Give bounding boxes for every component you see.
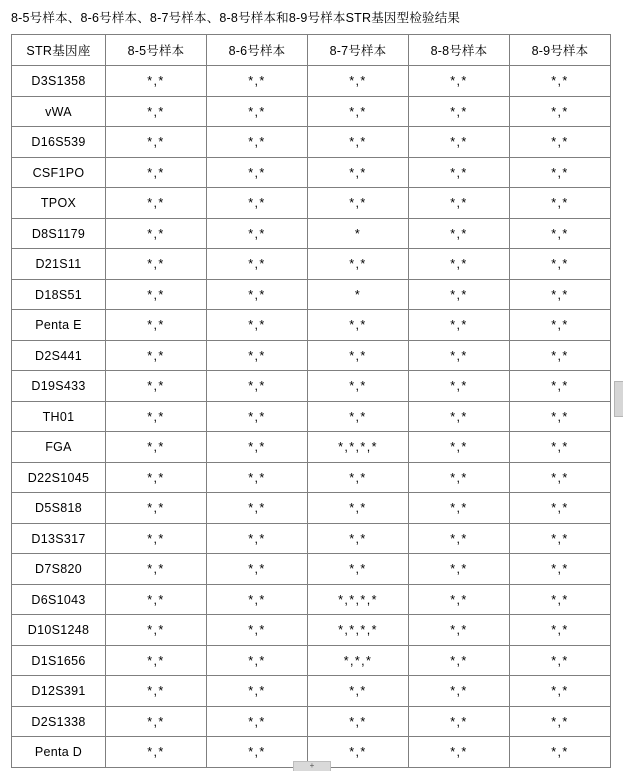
genotype-value: *,*: [510, 615, 611, 646]
genotype-value: *,*,*,*: [308, 584, 409, 615]
genotype-value: *,*: [510, 554, 611, 585]
genotype-value: *,*: [510, 432, 611, 463]
locus-name: D6S1043: [12, 584, 106, 615]
genotype-value: *,*: [510, 66, 611, 97]
genotype-value: *,*: [207, 401, 308, 432]
genotype-value: *,*: [409, 157, 510, 188]
genotype-value: *,*: [207, 706, 308, 737]
genotype-value: *,*: [409, 706, 510, 737]
genotype-value: *,*: [409, 340, 510, 371]
genotype-value: *,*: [308, 706, 409, 737]
table-row: [12, 127, 611, 158]
table-row: [12, 554, 611, 585]
genotype-value: *,*: [106, 96, 207, 127]
genotype-value: *,*: [207, 432, 308, 463]
genotype-value: *,*: [106, 615, 207, 646]
locus-name: FGA: [12, 432, 106, 463]
column-header-sample-8-9: 8-9号样本: [510, 35, 611, 66]
genotype-value: *,*: [510, 127, 611, 158]
genotype-value: *,*: [207, 218, 308, 249]
table-row: [12, 493, 611, 524]
locus-name: vWA: [12, 96, 106, 127]
genotype-value: *,*: [106, 584, 207, 615]
genotype-value: *,*: [510, 401, 611, 432]
genotype-value: *,*: [409, 310, 510, 341]
genotype-value: *,*: [510, 676, 611, 707]
genotype-value: *,*: [510, 249, 611, 280]
str-genotype-table: [11, 34, 611, 768]
column-header-locus: STR基因座: [12, 35, 106, 66]
locus-name: TH01: [12, 401, 106, 432]
genotype-value: *,*: [308, 554, 409, 585]
genotype-value: *,*: [409, 401, 510, 432]
locus-name: D7S820: [12, 554, 106, 585]
genotype-value: *,*: [510, 523, 611, 554]
genotype-value: *,*: [207, 249, 308, 280]
genotype-value: *,*: [409, 615, 510, 646]
genotype-value: *,*: [409, 66, 510, 97]
locus-name: D3S1358: [12, 66, 106, 97]
locus-name: D13S317: [12, 523, 106, 554]
locus-name: D2S441: [12, 340, 106, 371]
column-header-sample-8-5: 8-5号样本: [106, 35, 207, 66]
genotype-value: *,*: [308, 127, 409, 158]
genotype-value: *,*: [308, 340, 409, 371]
genotype-value: *,*: [510, 706, 611, 737]
genotype-value: *,*: [409, 462, 510, 493]
genotype-value: *,*: [106, 676, 207, 707]
genotype-value: *: [308, 218, 409, 249]
genotype-value: *,*: [207, 493, 308, 524]
table-row: [12, 462, 611, 493]
genotype-value: *,*: [207, 737, 308, 768]
genotype-value: *,*: [510, 310, 611, 341]
genotype-value: *,*: [308, 249, 409, 280]
locus-name: D22S1045: [12, 462, 106, 493]
genotype-value: *,*: [409, 188, 510, 219]
genotype-value: *,*: [207, 554, 308, 585]
genotype-value: *,*: [106, 127, 207, 158]
genotype-value: *,*: [207, 615, 308, 646]
genotype-value: *,*: [308, 737, 409, 768]
genotype-value: *,*: [510, 188, 611, 219]
genotype-value: *,*: [106, 66, 207, 97]
genotype-value: *,*: [409, 279, 510, 310]
locus-name: D21S11: [12, 249, 106, 280]
table-row: [12, 66, 611, 97]
genotype-value: *,*: [106, 401, 207, 432]
genotype-value: *,*: [106, 706, 207, 737]
table-row: [12, 706, 611, 737]
locus-name: TPOX: [12, 188, 106, 219]
genotype-value: *,*: [409, 127, 510, 158]
genotype-value: *,*: [106, 523, 207, 554]
genotype-value: *,*: [510, 462, 611, 493]
genotype-value: *,*: [308, 493, 409, 524]
genotype-value: *,*: [106, 218, 207, 249]
genotype-value: *,*: [207, 523, 308, 554]
genotype-value: *,*: [207, 584, 308, 615]
genotype-value: *,*: [510, 218, 611, 249]
table-row: [12, 432, 611, 463]
genotype-value: *,*: [106, 645, 207, 676]
genotype-value: *,*: [207, 127, 308, 158]
locus-name: D1S1656: [12, 645, 106, 676]
genotype-value: *,*: [510, 645, 611, 676]
genotype-value: *,*: [308, 462, 409, 493]
genotype-value: *,*: [106, 157, 207, 188]
column-header-sample-8-6: 8-6号样本: [207, 35, 308, 66]
genotype-value: *,*: [510, 371, 611, 402]
locus-name: D12S391: [12, 676, 106, 707]
locus-name: D2S1338: [12, 706, 106, 737]
genotype-value: *,*: [308, 188, 409, 219]
genotype-value: *,*: [207, 188, 308, 219]
genotype-value: *,*: [409, 676, 510, 707]
genotype-value: *,*: [308, 310, 409, 341]
table-row: [12, 310, 611, 341]
genotype-value: *,*: [510, 493, 611, 524]
table-row: [12, 401, 611, 432]
genotype-value: *,*: [409, 645, 510, 676]
locus-name: CSF1PO: [12, 157, 106, 188]
genotype-value: *,*: [308, 371, 409, 402]
scrollbar-thumb[interactable]: [614, 381, 623, 417]
genotype-value: *,*: [510, 584, 611, 615]
genotype-value: *,*: [308, 401, 409, 432]
genotype-value: *,*: [106, 493, 207, 524]
genotype-value: *,*: [106, 310, 207, 341]
locus-name: D19S433: [12, 371, 106, 402]
genotype-value: *,*: [308, 96, 409, 127]
genotype-value: *,*: [510, 279, 611, 310]
page-title: 8-5号样本、8-6号样本、8-7号样本、8-8号样本和8-9号样本STR基因型检验结果: [11, 11, 461, 25]
genotype-value: *,*: [106, 371, 207, 402]
genotype-value: *,*: [510, 340, 611, 371]
genotype-value: *,*: [207, 96, 308, 127]
genotype-value: *,*,*,*: [308, 615, 409, 646]
genotype-value: *,*,*: [308, 645, 409, 676]
column-header-sample-8-7: 8-7号样本: [308, 35, 409, 66]
locus-name: D10S1248: [12, 615, 106, 646]
genotype-value: *,*: [207, 462, 308, 493]
genotype-value: *,*: [106, 554, 207, 585]
genotype-value: *,*: [207, 157, 308, 188]
genotype-value: *,*,*,*: [308, 432, 409, 463]
genotype-value: *,*: [409, 523, 510, 554]
table-header-row: [12, 35, 611, 66]
locus-name: Penta E: [12, 310, 106, 341]
column-header-sample-8-8: 8-8号样本: [409, 35, 510, 66]
locus-name: D5S818: [12, 493, 106, 524]
genotype-value: *,*: [106, 279, 207, 310]
genotype-value: *,*: [207, 279, 308, 310]
table-row: [12, 523, 611, 554]
genotype-value: *,*: [409, 249, 510, 280]
genotype-value: *,*: [409, 96, 510, 127]
genotype-value: *,*: [308, 676, 409, 707]
genotype-value: *,*: [106, 432, 207, 463]
genotype-value: *,*: [510, 737, 611, 768]
table-body: [12, 66, 611, 768]
genotype-value: *,*: [106, 188, 207, 219]
table-row: [12, 645, 611, 676]
genotype-value: *,*: [409, 432, 510, 463]
table-row: [12, 615, 611, 646]
locus-name: D16S539: [12, 127, 106, 158]
table-row: [12, 676, 611, 707]
genotype-value: *,*: [308, 157, 409, 188]
genotype-value: *,*: [308, 523, 409, 554]
genotype-value: *,*: [409, 371, 510, 402]
genotype-value: *,*: [409, 584, 510, 615]
locus-name: D18S51: [12, 279, 106, 310]
genotype-value: *,*: [409, 554, 510, 585]
locus-name: Penta D: [12, 737, 106, 768]
genotype-value: *,*: [409, 493, 510, 524]
table-row: [12, 218, 611, 249]
genotype-value: *,*: [207, 371, 308, 402]
locus-name: D8S1179: [12, 218, 106, 249]
table-row: [12, 188, 611, 219]
genotype-value: *,*: [106, 340, 207, 371]
genotype-value: *,*: [409, 218, 510, 249]
table-row: [12, 279, 611, 310]
add-page-button[interactable]: +: [293, 761, 331, 771]
genotype-value: *,*: [207, 310, 308, 341]
genotype-value: *,*: [510, 157, 611, 188]
table-row: [12, 249, 611, 280]
genotype-value: *,*: [207, 66, 308, 97]
genotype-value: *,*: [409, 737, 510, 768]
genotype-value: *,*: [106, 737, 207, 768]
genotype-value: *: [308, 279, 409, 310]
genotype-value: *,*: [106, 462, 207, 493]
genotype-value: *,*: [207, 645, 308, 676]
genotype-value: *,*: [106, 249, 207, 280]
table-row: [12, 157, 611, 188]
table-row: [12, 371, 611, 402]
genotype-value: *,*: [207, 340, 308, 371]
table-row: [12, 584, 611, 615]
genotype-value: *,*: [207, 676, 308, 707]
table-row: [12, 96, 611, 127]
table-row: [12, 340, 611, 371]
genotype-value: *,*: [510, 96, 611, 127]
genotype-value: *,*: [308, 66, 409, 97]
